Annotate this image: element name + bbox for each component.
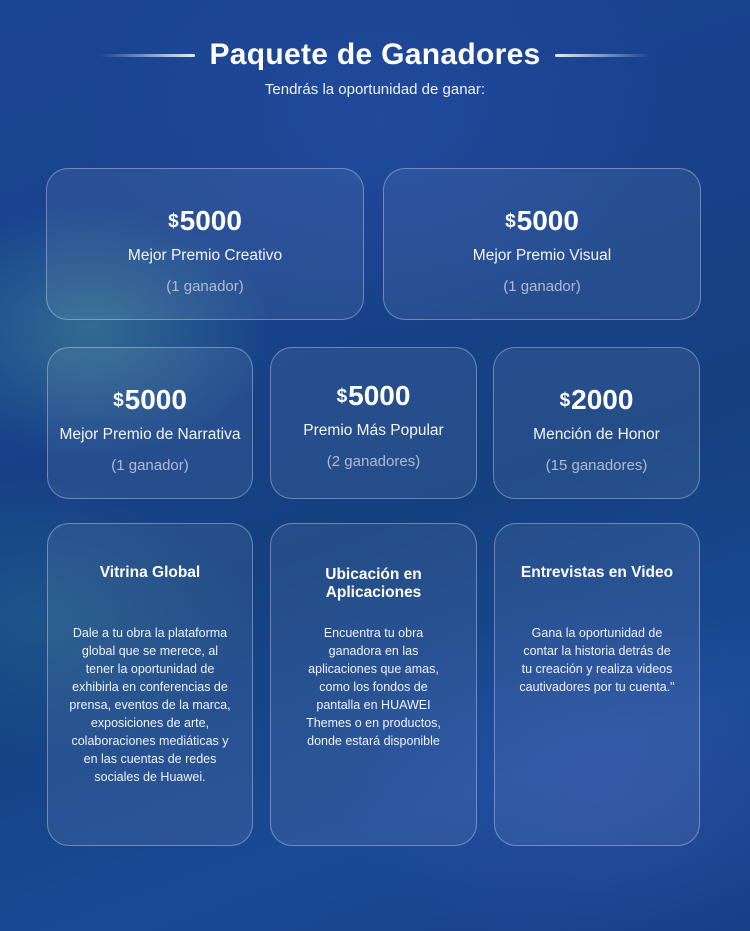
benefit-description: Encuentra tu obra ganadora en las aplicaciones que amas, como los fondos de pantalla en HUAWEI Themes o en productos, donde estará disponible [306,626,441,748]
prize-card-popular [270,347,477,499]
benefit-card-app-placement [270,523,477,846]
prize-name: Mención de Honor [533,426,660,443]
prize-winners: (2 ganadores) [326,453,421,470]
prize-winners: (1 ganador) [503,278,581,295]
benefit-title: Ubicación en Aplicaciones [325,566,422,601]
benefit-card-video-interviews [494,523,700,846]
currency-symbol: $ [168,211,179,232]
title-decoration-right [555,54,650,57]
prize-card-honorable-mention [493,347,700,499]
prize-winners: (15 ganadores) [545,457,648,474]
prize-winners: (1 ganador) [166,278,244,295]
currency-symbol: $ [113,390,124,411]
page-title: Paquete de Ganadores [209,38,541,71]
amount-value: 5000 [124,384,187,415]
benefit-title: Entrevistas en Video [520,564,674,581]
currency-symbol: $ [559,390,571,411]
amount-value: 5000 [516,205,579,236]
benefit-description: Gana la oportunidad de contar la historia detrás de tu creación y realiza videos cautivadores por tu cuenta." [519,626,675,694]
benefit-card-global-showcase [47,523,253,846]
prize-card-creative [46,168,364,320]
prize-card-narrative [47,347,253,499]
prize-amount [271,382,476,410]
currency-symbol: $ [505,211,516,232]
prize-card-visual [383,168,701,320]
benefit-description: Dale a tu obra la plataforma global que se merece, al tener la oportunidad de exhibirla en conferencias de prensa, eventos de la marca, exposiciones de arte, colaboraciones mediáticas y en las cuentas de redes sociales de Huawei. [69,626,231,784]
prize-name: Mejor Premio de Narrativa [59,426,241,443]
section-header [0,38,750,98]
prize-amount [384,207,700,235]
prize-name: Premio Más Popular [303,422,444,439]
prize-name: Mejor Premio Creativo [127,247,283,264]
benefit-title: Vitrina Global [99,564,201,581]
title-row [0,38,750,72]
prize-amount [47,207,363,235]
amount-value: 2000 [571,384,634,415]
title-decoration-left [100,54,195,57]
prize-amount [48,386,252,414]
prize-name: Mejor Premio Visual [472,247,612,264]
prize-winners: (1 ganador) [111,457,189,474]
amount-value: 5000 [348,380,411,411]
amount-value: 5000 [179,205,242,236]
page-subtitle: Tendrás la oportunidad de ganar: [264,81,486,98]
currency-symbol: $ [336,386,348,407]
prize-amount [494,386,699,414]
